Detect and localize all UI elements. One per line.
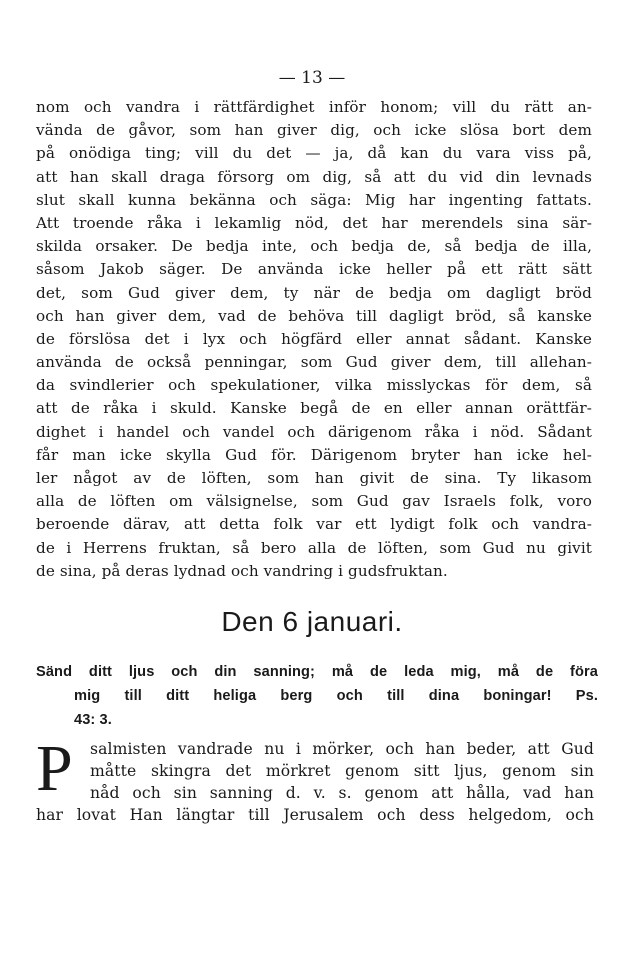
text-line: skilda orsaker. De bedja inte, och bedja de, så bedja de illa, xyxy=(36,237,592,256)
text-line: såsom Jakob säger. De använda icke heller på ett rätt sätt xyxy=(36,260,592,279)
text-line: att de råka i skuld. Kanske begå de en eller annan orättfär- xyxy=(36,399,592,418)
body-paragraph xyxy=(36,96,592,583)
text-line: de i Herrens fruktan, så bero alla de löften, som Gud nu givit xyxy=(36,538,592,557)
text-line: och han giver dem, vad de behöva till dagligt bröd, så kanske xyxy=(36,306,592,325)
text-line: da svindlerier och spekulationer, vilka misslyckas för dem, så xyxy=(36,376,592,395)
section-heading: Den 6 januari. xyxy=(221,606,403,637)
text-line: måtte skingra det mörkret genom sitt ljus, genom sin xyxy=(90,762,594,780)
text-line: nåd och sin sanning d. v. s. genom att hålla, vad han xyxy=(90,784,594,802)
text-line: ler något av de löften, som han givit de sina. Ty likasom xyxy=(36,469,592,487)
text-line: det, som Gud giver dem, ty när de bedja om dagligt bröd xyxy=(36,283,592,302)
text-line: på onödiga ting; vill du det — ja, då kan du vara viss på, xyxy=(36,144,592,163)
text-line: alla de löften om välsignelse, som Gud gav Israels folk, voro xyxy=(36,492,592,511)
text-line: vända de gåvor, som han giver dig, och icke slösa bort dem xyxy=(36,121,592,140)
page-number: — 13 — xyxy=(278,68,346,88)
text-line: har lovat Han längtar till Jerusalem och dess helgedom, och xyxy=(36,806,594,824)
verse-line: 43: 3. xyxy=(74,712,112,728)
text-line: de sina, på deras lydnad och vandring i gudsfruktan. xyxy=(36,561,448,580)
bible-verse xyxy=(36,660,598,732)
text-line: nom och vandra i rättfärdighet inför honom; vill du rätt an- xyxy=(36,98,592,116)
verse-line: mig till ditt heliga berg och till dina boningar! Ps. xyxy=(74,688,598,704)
text-line: de förslösa det i lyx och högfärd eller annat sådant. Kanske xyxy=(36,329,592,348)
devotional-paragraph xyxy=(36,732,594,826)
text-line: salmisten vandrade nu i mörker, och han beder, att Gud xyxy=(90,740,594,758)
text-line: att han skall draga försorg om dig, så att du vid din levnads xyxy=(36,167,592,186)
text-line: får man icke skylla Gud för. Därigenom bryter han icke hel- xyxy=(36,445,592,464)
text-line: använda de också penningar, som Gud giver dem, till allehan- xyxy=(36,353,592,372)
text-line: dighet i handel och vandel och därigenom råka i nöd. Sådant xyxy=(36,422,592,441)
text-line: Att troende råka i lekamlig nöd, det har merendels sina sär- xyxy=(36,213,592,232)
verse-line: Sänd ditt ljus och din sanning; må de leda mig, må de föra xyxy=(36,664,598,680)
drop-cap: P xyxy=(36,732,73,805)
text-line: beroende därav, att detta folk var ett lydigt folk och vandra- xyxy=(36,515,592,534)
text-line: slut skall kunna bekänna och säga: Mig har ingenting fattats. xyxy=(36,190,592,209)
